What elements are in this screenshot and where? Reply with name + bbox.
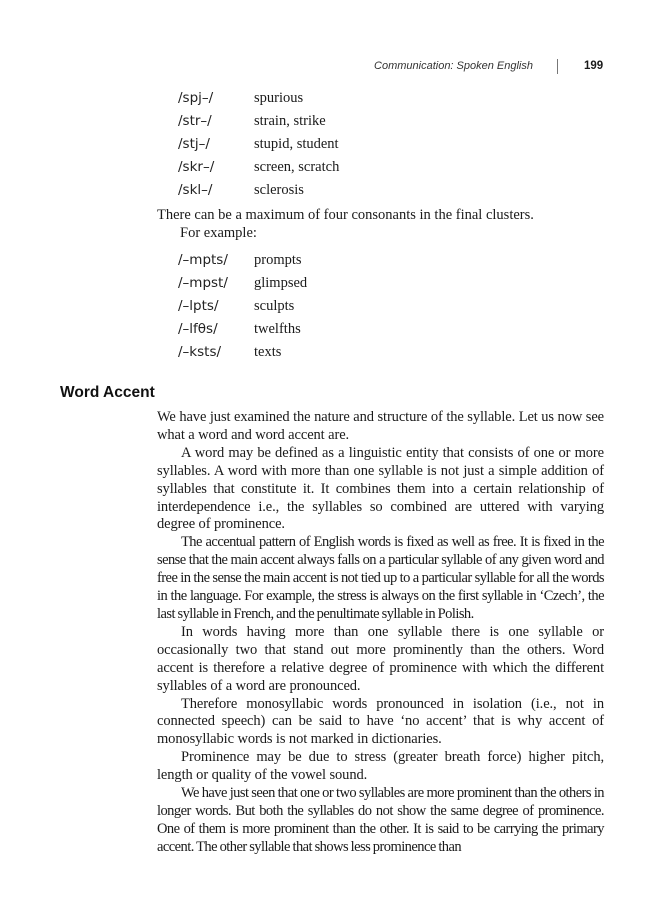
phoneme-cluster: /–mpst/ xyxy=(178,275,228,291)
cluster-row xyxy=(178,111,478,134)
cluster-row xyxy=(178,296,478,319)
final-cluster-list xyxy=(178,250,478,365)
example-words: prompts xyxy=(254,252,302,268)
example-words: sclerosis xyxy=(254,182,304,198)
running-head: Communication: Spoken English xyxy=(374,60,533,72)
body-paragraph: Therefore monosyllabic words pronounced in isolation (i.e., not in connected speech) can be said to have ‘no accent’ that is why accent of monosyllabic words is not marked in dictionaries. xyxy=(157,695,604,748)
example-words: twelfths xyxy=(254,321,301,337)
section-heading: Word Accent xyxy=(60,384,155,401)
section-body xyxy=(157,409,604,857)
example-words: stupid, student xyxy=(254,136,339,152)
header-divider xyxy=(557,59,558,74)
example-words: glimpsed xyxy=(254,275,308,291)
page-number: 199 xyxy=(584,60,604,72)
body-paragraph: The accentual pattern of English words is fixed as well as free. It is fixed in the sense that the main accent always falls on a particular syllable of any given word and free in the sense the main accent is not tied up to a particular syllable for all the words in the language. For example, the stress is always on the first syllable in ‘Czech’, the last syllable in French, and the penultimate syllable in Polish. xyxy=(157,534,604,622)
cluster-row xyxy=(178,273,478,296)
example-words: texts xyxy=(254,344,282,360)
phoneme-cluster: /skl–/ xyxy=(178,182,213,198)
example-words: screen, scratch xyxy=(254,159,340,175)
phoneme-cluster: /stj–/ xyxy=(178,136,210,152)
initial-cluster-list xyxy=(178,88,478,203)
cluster-row xyxy=(178,250,478,273)
phoneme-cluster: /–mpts/ xyxy=(178,252,228,268)
example-words: spurious xyxy=(254,90,304,106)
cluster-row xyxy=(178,134,478,157)
body-paragraph: Prominence may be due to stress (greater breath force) higher pitch, length or quality of the vowel sound. xyxy=(157,749,604,784)
phoneme-cluster: /–ksts/ xyxy=(178,344,222,360)
phoneme-cluster: /str–/ xyxy=(178,113,212,129)
phoneme-cluster: /skr–/ xyxy=(178,159,215,175)
cluster-row xyxy=(178,88,478,111)
page-header xyxy=(0,58,661,78)
final-cluster-intro: There can be a maximum of four consonants in the final clusters. xyxy=(157,207,534,223)
phoneme-cluster: /–lpts/ xyxy=(178,298,219,314)
cluster-row xyxy=(178,180,478,203)
phoneme-cluster: /–lfθs/ xyxy=(178,321,218,337)
phoneme-cluster: /spj–/ xyxy=(178,90,214,106)
body-paragraph: We have just seen that one or two syllables are more prominent than the others in longer words. But both the syllables do not show the same degree of prominence. One of them is more prominent than the other. It is said to be carrying the primary accent. The other syllable that shows less prominence than xyxy=(157,785,604,855)
body-paragraph: A word may be defined as a linguistic entity that consists of one or more syllables. A word with more than one syllable is not just a simple addition of syllables that constitute it. It combines them into a certain relationship of interdependence i.e., the syllables so combined are uttered with varying degree of prominence. xyxy=(157,444,604,533)
example-words: sculpts xyxy=(254,298,295,314)
example-words: strain, strike xyxy=(254,113,326,129)
cluster-row xyxy=(178,342,478,365)
cluster-row xyxy=(178,319,478,342)
body-paragraph: We have just examined the nature and structure of the syllable. Let us now see what a word and word accent are. xyxy=(157,409,604,443)
example-label: For example: xyxy=(180,225,257,241)
cluster-row xyxy=(178,157,478,180)
body-paragraph: In words having more than one syllable there is one syllable or occasionally two that stand out more prominently than the others. Word accent is therefore a relative degree of prominence with which the different syllables of a word are pronounced. xyxy=(157,623,604,694)
